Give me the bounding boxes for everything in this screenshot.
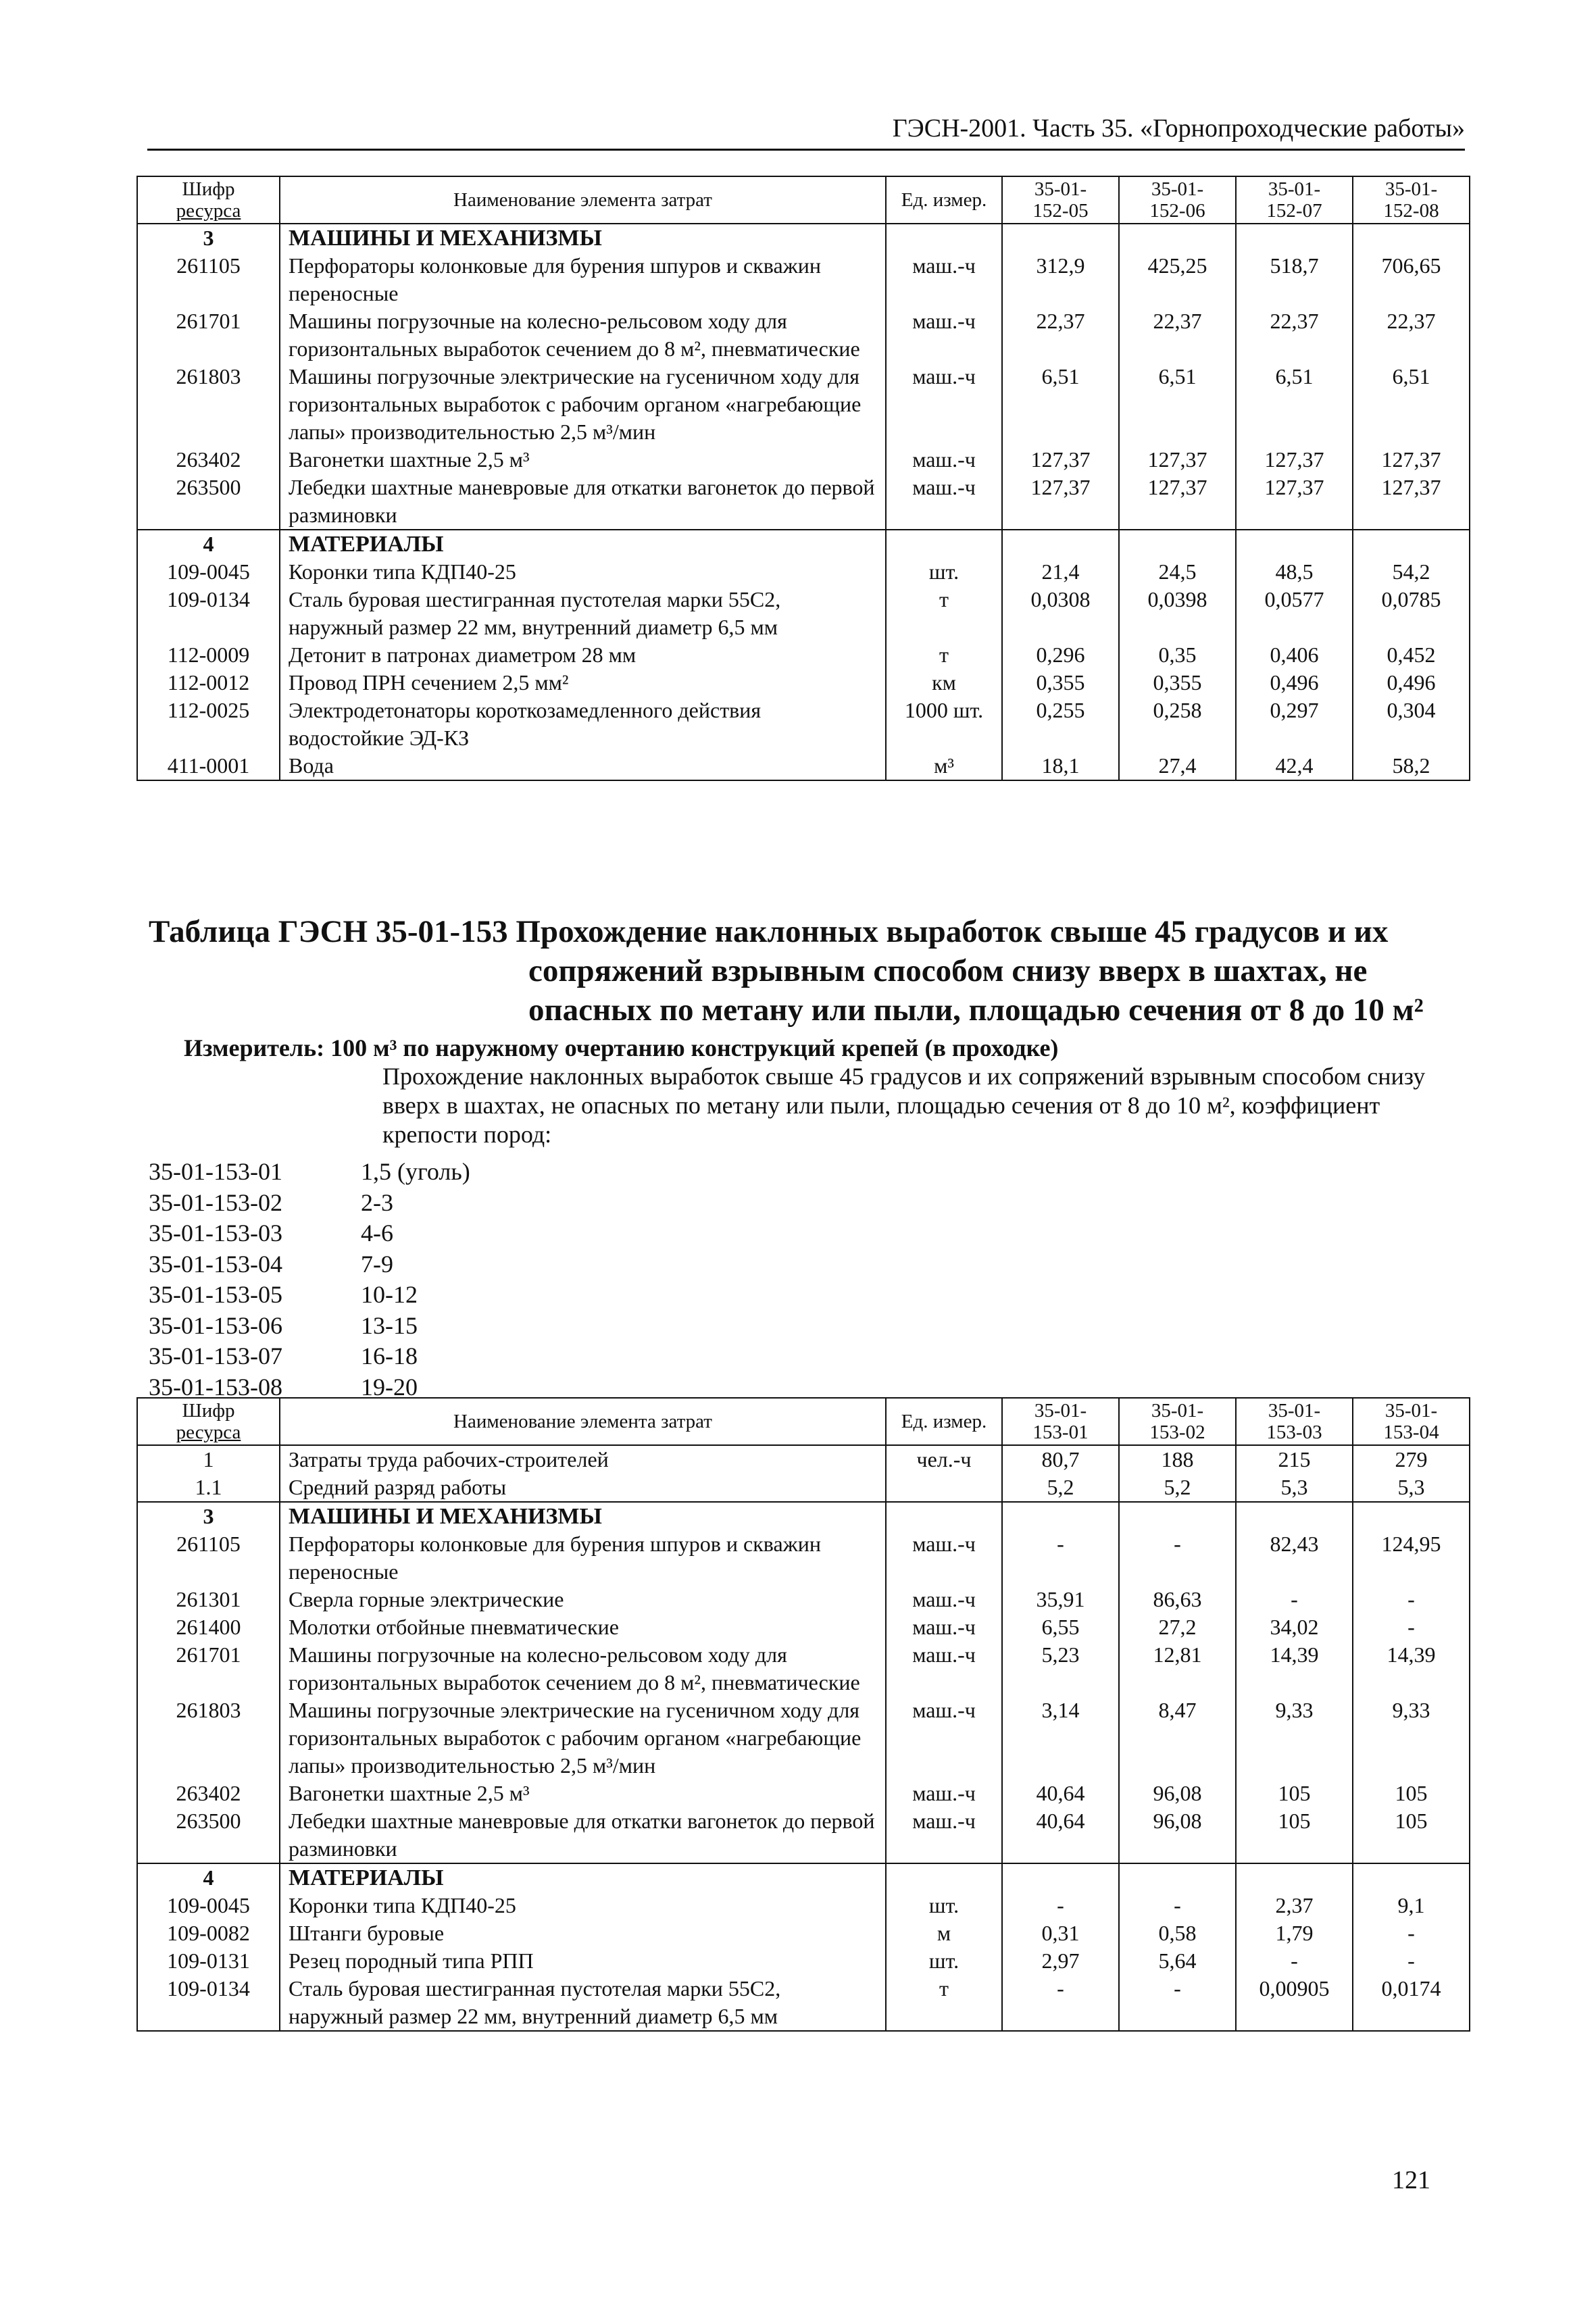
section-row <box>137 1502 1470 1530</box>
resource-code: 3 <box>137 224 280 252</box>
value-cell: 22,37 <box>1353 307 1470 363</box>
resource-code: 261105 <box>137 1530 280 1586</box>
resource-code: 261301 <box>137 1586 280 1613</box>
unit-cell: м <box>886 1919 1002 1947</box>
value-cell: 12,81 <box>1119 1641 1236 1696</box>
value-cell: 6,51 <box>1119 363 1236 446</box>
resource-code: 112-0009 <box>137 641 280 669</box>
value-cell: 0,297 <box>1236 697 1353 752</box>
value-cell: 58,2 <box>1353 752 1470 780</box>
value-cell: 105 <box>1236 1780 1353 1807</box>
value-cell: 0,258 <box>1119 697 1236 752</box>
variant-value: 4-6 <box>361 1219 393 1247</box>
unit-cell: т <box>886 1975 1002 2031</box>
resource-name: Сталь буровая шестигранная пустотелая марки 55С2, наружный размер 22 мм, внутренний диаметр 6,5 мм <box>280 586 886 641</box>
value-cell: 6,55 <box>1002 1613 1119 1641</box>
value-cell: 105 <box>1353 1780 1470 1807</box>
table-row <box>137 1696 1470 1780</box>
table-row <box>137 446 1470 474</box>
resource-code: 261803 <box>137 1696 280 1780</box>
table-row <box>137 1807 1470 1863</box>
table-row <box>137 1947 1470 1975</box>
value-cell: 127,37 <box>1119 446 1236 474</box>
value-cell: 22,37 <box>1119 307 1236 363</box>
table-row <box>137 252 1470 307</box>
value-cell: 34,02 <box>1236 1613 1353 1641</box>
value-cell: 5,2 <box>1119 1474 1236 1502</box>
unit-cell: маш.-ч <box>886 474 1002 530</box>
value-cell: 42,4 <box>1236 752 1353 780</box>
resource-name: Молотки отбойные пневматические <box>280 1613 886 1641</box>
resource-name: Машины погрузочные электрические на гусеничном ходу для горизонтальных выработок с рабочим органом «нагребающие лапы» производительностью 2,5 м³/мин <box>280 363 886 446</box>
value-cell: 2,97 <box>1002 1947 1119 1975</box>
column-header-norm: 35-01- 153-01 <box>1002 1398 1119 1445</box>
column-header-norm: 35-01- 153-04 <box>1353 1398 1470 1445</box>
variant-code: 35-01-153-07 <box>149 1342 282 1369</box>
value-cell: 96,08 <box>1119 1780 1236 1807</box>
value-cell: 0,31 <box>1002 1919 1119 1947</box>
value-cell: 312,9 <box>1002 252 1119 307</box>
unit-cell: маш.-ч <box>886 1780 1002 1807</box>
value-cell: 6,51 <box>1002 363 1119 446</box>
resource-name: Провод ПРН сечением 2,5 мм² <box>280 669 886 697</box>
value-cell: 82,43 <box>1236 1530 1353 1586</box>
table-title-line: опасных по метану или пыли, площадью сечения от 8 до 10 м² <box>528 992 1424 1028</box>
unit-cell <box>886 530 1002 558</box>
value-cell <box>1353 530 1470 558</box>
value-cell <box>1119 530 1236 558</box>
resource-name: Вода <box>280 752 886 780</box>
value-cell <box>1119 224 1236 252</box>
table-row <box>137 1586 1470 1613</box>
value-cell: 54,2 <box>1353 558 1470 586</box>
resource-name: Коронки типа КДП40-25 <box>280 1892 886 1919</box>
section-heading: МАТЕРИАЛЫ <box>280 1863 886 1892</box>
variant-value: 13-15 <box>361 1311 418 1339</box>
unit-cell: чел.-ч <box>886 1445 1002 1474</box>
variant-row <box>149 1218 470 1249</box>
value-cell: 86,63 <box>1119 1586 1236 1613</box>
value-cell: 3,14 <box>1002 1696 1119 1780</box>
unit-cell: шт. <box>886 1947 1002 1975</box>
column-header-norm: 35-01- 153-02 <box>1119 1398 1236 1445</box>
table-row <box>137 558 1470 586</box>
value-cell: 127,37 <box>1236 474 1353 530</box>
value-cell: 215 <box>1236 1445 1353 1474</box>
resource-code: 261105 <box>137 252 280 307</box>
table-row <box>137 1780 1470 1807</box>
resource-code: 263500 <box>137 1807 280 1863</box>
column-header-unit: Ед. измер. <box>886 176 1002 224</box>
section-row <box>137 530 1470 558</box>
page-number: 121 <box>1392 2166 1430 2194</box>
value-cell: - <box>1119 1530 1236 1586</box>
resource-name: Детонит в патронах диаметром 28 мм <box>280 641 886 669</box>
table-row <box>137 1474 1470 1502</box>
variant-value: 2-3 <box>361 1188 393 1216</box>
value-cell: 2,37 <box>1236 1892 1353 1919</box>
variant-row <box>149 1188 470 1219</box>
resource-code: 411-0001 <box>137 752 280 780</box>
variant-code: 35-01-153-05 <box>149 1281 282 1308</box>
value-cell: 21,4 <box>1002 558 1119 586</box>
measurement-unit: Измеритель: 100 м³ по наружному очертанию конструкций крепей (в проходке) <box>184 1034 1059 1061</box>
value-cell: 9,33 <box>1236 1696 1353 1780</box>
table-row <box>137 641 1470 669</box>
value-cell: 0,304 <box>1353 697 1470 752</box>
value-cell: - <box>1353 1947 1470 1975</box>
value-cell: 0,0174 <box>1353 1975 1470 2031</box>
work-description: Прохождение наклонных выработок свыше 45 градусов и их сопряжений взрывным способом снизу вверх в шахтах, не опасных по метану или пыли, площадью сечения от 8 до 10 м², коэффициент крепости пород: <box>382 1063 1426 1148</box>
value-cell <box>1002 224 1119 252</box>
resource-name: Машины погрузочные на колесно-рельсовом ходу для горизонтальных выработок сечением до 8 м², пневматические <box>280 307 886 363</box>
resource-code: 261400 <box>137 1613 280 1641</box>
unit-cell: маш.-ч <box>886 307 1002 363</box>
resource-name: Коронки типа КДП40-25 <box>280 558 886 586</box>
value-cell <box>1236 1502 1353 1530</box>
value-cell: 6,51 <box>1353 363 1470 446</box>
unit-cell: т <box>886 641 1002 669</box>
table-row <box>137 586 1470 641</box>
variant-code: 35-01-153-08 <box>149 1373 282 1401</box>
value-cell <box>1002 530 1119 558</box>
value-cell: - <box>1236 1586 1353 1613</box>
value-cell: 0,0577 <box>1236 586 1353 641</box>
value-cell: 0,0785 <box>1353 586 1470 641</box>
table-row <box>137 1613 1470 1641</box>
table-title <box>149 912 1473 1030</box>
resource-code: 263402 <box>137 1780 280 1807</box>
value-cell: 127,37 <box>1353 474 1470 530</box>
value-cell: 22,37 <box>1236 307 1353 363</box>
resource-code: 1 <box>137 1445 280 1474</box>
column-header-norm: 35-01- 152-08 <box>1353 176 1470 224</box>
value-cell: 27,4 <box>1119 752 1236 780</box>
value-cell: 0,0308 <box>1002 586 1119 641</box>
value-cell: 9,1 <box>1353 1892 1470 1919</box>
value-cell: 5,23 <box>1002 1641 1119 1696</box>
value-cell: 127,37 <box>1002 446 1119 474</box>
value-cell: 105 <box>1236 1807 1353 1863</box>
value-cell: - <box>1002 1892 1119 1919</box>
value-cell <box>1353 224 1470 252</box>
resource-code: 261803 <box>137 363 280 446</box>
resource-code: 109-0082 <box>137 1919 280 1947</box>
resource-code: 4 <box>137 530 280 558</box>
resource-code: 261701 <box>137 307 280 363</box>
resource-code: 261701 <box>137 1641 280 1696</box>
variant-row <box>149 1157 470 1188</box>
value-cell: 105 <box>1353 1807 1470 1863</box>
value-cell <box>1236 1863 1353 1892</box>
resource-name: Лебедки шахтные маневровые для откатки вагонеток до первой разминовки <box>280 1807 886 1863</box>
unit-cell: маш.-ч <box>886 446 1002 474</box>
value-cell: - <box>1119 1892 1236 1919</box>
resource-name: Средний разряд работы <box>280 1474 886 1502</box>
value-cell: 279 <box>1353 1445 1470 1474</box>
column-header-norm: 35-01- 152-06 <box>1119 176 1236 224</box>
value-cell: 124,95 <box>1353 1530 1470 1586</box>
resource-name: Вагонетки шахтные 2,5 м³ <box>280 446 886 474</box>
resource-name: Резец породный типа РПП <box>280 1947 886 1975</box>
resource-code: 112-0012 <box>137 669 280 697</box>
value-cell: 5,3 <box>1236 1474 1353 1502</box>
value-cell: 40,64 <box>1002 1780 1119 1807</box>
variant-value: 19-20 <box>361 1373 418 1401</box>
table-row <box>137 1975 1470 2031</box>
value-cell: 35,91 <box>1002 1586 1119 1613</box>
unit-cell: маш.-ч <box>886 1613 1002 1641</box>
unit-cell: маш.-ч <box>886 1641 1002 1696</box>
resource-code: 263402 <box>137 446 280 474</box>
resource-name: Машины погрузочные на колесно-рельсовом ходу для горизонтальных выработок сечением до 8 м², пневматические <box>280 1641 886 1696</box>
value-cell: 0,452 <box>1353 641 1470 669</box>
column-header-norm: 35-01- 152-05 <box>1002 176 1119 224</box>
unit-cell: маш.-ч <box>886 363 1002 446</box>
unit-cell: маш.-ч <box>886 1807 1002 1863</box>
resource-code: 109-0134 <box>137 1975 280 2031</box>
value-cell: - <box>1353 1586 1470 1613</box>
unit-cell: км <box>886 669 1002 697</box>
value-cell: 0,355 <box>1119 669 1236 697</box>
resource-code: 4 <box>137 1863 280 1892</box>
value-cell <box>1236 224 1353 252</box>
resource-table-153 <box>136 1397 1470 2032</box>
resource-code: 263500 <box>137 474 280 530</box>
resource-name: Штанги буровые <box>280 1919 886 1947</box>
table-header-row <box>137 176 1470 224</box>
variant-code: 35-01-153-03 <box>149 1219 282 1247</box>
value-cell: 9,33 <box>1353 1696 1470 1780</box>
resource-name: Лебедки шахтные маневровые для откатки вагонеток до первой разминовки <box>280 474 886 530</box>
table-row <box>137 1530 1470 1586</box>
value-cell <box>1353 1863 1470 1892</box>
resource-code: 109-0131 <box>137 1947 280 1975</box>
unit-cell: м³ <box>886 752 1002 780</box>
table-row <box>137 363 1470 446</box>
section-heading: МАШИНЫ И МЕХАНИЗМЫ <box>280 1502 886 1530</box>
value-cell: 0,355 <box>1002 669 1119 697</box>
value-cell: 127,37 <box>1353 446 1470 474</box>
variant-row <box>149 1280 470 1311</box>
section-heading: МАШИНЫ И МЕХАНИЗМЫ <box>280 224 886 252</box>
value-cell: 0,00905 <box>1236 1975 1353 2031</box>
resource-name: Перфораторы колонковые для бурения шпуров и скважин переносные <box>280 1530 886 1586</box>
value-cell: 1,79 <box>1236 1919 1353 1947</box>
value-cell: - <box>1002 1530 1119 1586</box>
unit-cell: шт. <box>886 1892 1002 1919</box>
unit-cell: 1000 шт. <box>886 697 1002 752</box>
resource-name: Машины погрузочные электрические на гусеничном ходу для горизонтальных выработок с рабочим органом «нагребающие лапы» производительностью 2,5 м³/мин <box>280 1696 886 1780</box>
value-cell: 14,39 <box>1353 1641 1470 1696</box>
table-row <box>137 1919 1470 1947</box>
value-cell: 188 <box>1119 1445 1236 1474</box>
value-cell: 5,64 <box>1119 1947 1236 1975</box>
value-cell: - <box>1002 1975 1119 2031</box>
norm-variants-list <box>149 1157 470 1403</box>
value-cell: 0,58 <box>1119 1919 1236 1947</box>
value-cell <box>1002 1863 1119 1892</box>
value-cell: 0,406 <box>1236 641 1353 669</box>
value-cell: 96,08 <box>1119 1807 1236 1863</box>
table-row <box>137 752 1470 780</box>
column-header-code: Шифр ресурса <box>137 1398 280 1445</box>
section-row <box>137 1863 1470 1892</box>
value-cell: 5,2 <box>1002 1474 1119 1502</box>
column-header-norm: 35-01- 153-03 <box>1236 1398 1353 1445</box>
resource-name: Перфораторы колонковые для бурения шпуров и скважин переносные <box>280 252 886 307</box>
unit-cell: маш.-ч <box>886 1696 1002 1780</box>
unit-cell: шт. <box>886 558 1002 586</box>
variant-code: 35-01-153-01 <box>149 1158 282 1185</box>
variant-value: 10-12 <box>361 1281 418 1308</box>
unit-cell <box>886 1502 1002 1530</box>
resource-name: Сверла горные электрические <box>280 1586 886 1613</box>
variant-code: 35-01-153-02 <box>149 1188 282 1216</box>
resource-code: 112-0025 <box>137 697 280 752</box>
value-cell: 48,5 <box>1236 558 1353 586</box>
column-header-code: Шифр ресурса <box>137 176 280 224</box>
table-row <box>137 1641 1470 1696</box>
value-cell: - <box>1353 1919 1470 1947</box>
value-cell: 5,3 <box>1353 1474 1470 1502</box>
value-cell: - <box>1236 1947 1353 1975</box>
resource-code: 1.1 <box>137 1474 280 1502</box>
variant-row <box>149 1341 470 1372</box>
variant-code: 35-01-153-06 <box>149 1311 282 1339</box>
section-heading: МАТЕРИАЛЫ <box>280 530 886 558</box>
resource-table-152 <box>136 176 1470 781</box>
value-cell: 127,37 <box>1119 474 1236 530</box>
unit-cell: маш.-ч <box>886 1586 1002 1613</box>
column-header-norm: 35-01- 152-07 <box>1236 176 1353 224</box>
column-header-unit: Ед. измер. <box>886 1398 1002 1445</box>
variant-value: 16-18 <box>361 1342 418 1369</box>
table-row <box>137 1892 1470 1919</box>
table-row <box>137 669 1470 697</box>
value-cell <box>1119 1502 1236 1530</box>
resource-name: Вагонетки шахтные 2,5 м³ <box>280 1780 886 1807</box>
variant-value: 1,5 (уголь) <box>361 1158 470 1185</box>
section-row <box>137 1445 1470 1474</box>
value-cell <box>1236 530 1353 558</box>
table-row <box>137 307 1470 363</box>
value-cell: 0,35 <box>1119 641 1236 669</box>
value-cell: 27,2 <box>1119 1613 1236 1641</box>
resource-code: 109-0045 <box>137 1892 280 1919</box>
resource-name: Электродетонаторы короткозамедленного действия водостойкие ЭД-КЗ <box>280 697 886 752</box>
value-cell: 8,47 <box>1119 1696 1236 1780</box>
unit-cell: т <box>886 586 1002 641</box>
value-cell: 0,0398 <box>1119 586 1236 641</box>
value-cell: 14,39 <box>1236 1641 1353 1696</box>
section-row <box>137 224 1470 252</box>
value-cell: 24,5 <box>1119 558 1236 586</box>
unit-cell <box>886 1474 1002 1502</box>
table-row <box>137 474 1470 530</box>
variant-row <box>149 1311 470 1342</box>
variant-value: 7-9 <box>361 1250 393 1278</box>
value-cell: 80,7 <box>1002 1445 1119 1474</box>
value-cell: 0,496 <box>1236 669 1353 697</box>
value-cell: 518,7 <box>1236 252 1353 307</box>
table-header-row <box>137 1398 1470 1445</box>
value-cell: 127,37 <box>1236 446 1353 474</box>
table-title-line: Таблица ГЭСН 35-01-153 Прохождение наклонных выработок свыше 45 градусов и их <box>149 914 1389 949</box>
value-cell: 40,64 <box>1002 1807 1119 1863</box>
resource-code: 109-0045 <box>137 558 280 586</box>
unit-cell <box>886 224 1002 252</box>
variant-row <box>149 1249 470 1280</box>
value-cell <box>1353 1502 1470 1530</box>
table-row <box>137 697 1470 752</box>
running-header: ГЭСН-2001. Часть 35. «Горнопроходческие работы» <box>147 114 1465 151</box>
value-cell: 6,51 <box>1236 363 1353 446</box>
resource-name: Затраты труда рабочих-строителей <box>280 1445 886 1474</box>
resource-name: Сталь буровая шестигранная пустотелая марки 55С2, наружный размер 22 мм, внутренний диаметр 6,5 мм <box>280 1975 886 2031</box>
column-header-name: Наименование элемента затрат <box>280 176 886 224</box>
value-cell: 0,296 <box>1002 641 1119 669</box>
variant-code: 35-01-153-04 <box>149 1250 282 1278</box>
value-cell: 706,65 <box>1353 252 1470 307</box>
value-cell: - <box>1353 1613 1470 1641</box>
unit-cell: маш.-ч <box>886 252 1002 307</box>
value-cell: 18,1 <box>1002 752 1119 780</box>
resource-code: 109-0134 <box>137 586 280 641</box>
resource-code: 3 <box>137 1502 280 1530</box>
column-header-name: Наименование элемента затрат <box>280 1398 886 1445</box>
value-cell: 127,37 <box>1002 474 1119 530</box>
value-cell: 22,37 <box>1002 307 1119 363</box>
value-cell: 0,255 <box>1002 697 1119 752</box>
unit-cell <box>886 1863 1002 1892</box>
value-cell: 0,496 <box>1353 669 1470 697</box>
value-cell: - <box>1119 1975 1236 2031</box>
value-cell <box>1002 1502 1119 1530</box>
unit-cell: маш.-ч <box>886 1530 1002 1586</box>
value-cell <box>1119 1863 1236 1892</box>
value-cell: 425,25 <box>1119 252 1236 307</box>
table-title-line: сопряжений взрывным способом снизу вверх в шахтах, не <box>528 953 1368 988</box>
